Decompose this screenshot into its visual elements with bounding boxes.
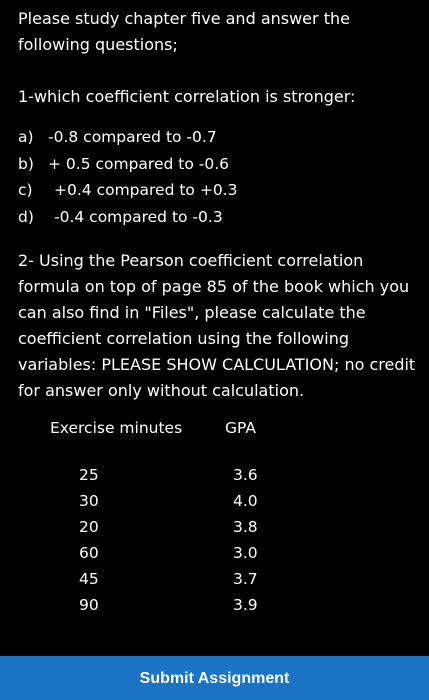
table-cell-exercise: 60 [79, 544, 99, 562]
intro-text: Please study chapter five and answer the following questions; [18, 9, 350, 54]
option-letter: d) [18, 207, 34, 226]
option-b [18, 151, 418, 178]
option-text: + 0.5 compared to -0.6 [48, 154, 229, 173]
assignment-content [18, 6, 418, 404]
option-text: -0.8 compared to -0.7 [48, 128, 217, 146]
option-text: +0.4 compared to +0.3 [54, 181, 238, 199]
table-cell-exercise: 20 [79, 518, 99, 536]
option-d [18, 204, 418, 231]
question-1-prompt: 1-which coefficient correlation is stronger: [18, 87, 356, 106]
table-row [50, 488, 350, 514]
table-cell-gpa: 4.0 [233, 492, 258, 510]
table-row [50, 514, 350, 540]
option-c [18, 177, 418, 204]
table-body [50, 462, 350, 618]
table-cell-exercise: 45 [79, 570, 99, 588]
table-row [50, 592, 350, 618]
table-cell-exercise: 30 [79, 492, 99, 510]
table-header [50, 416, 350, 440]
submit-assignment-label: Submit Assignment [139, 670, 290, 687]
option-letter: a) [18, 128, 34, 146]
option-letter: c) [18, 181, 33, 199]
table-cell-gpa: 3.6 [233, 466, 258, 484]
table-cell-gpa: 3.9 [233, 596, 258, 614]
column-header-exercise: Exercise minutes [50, 419, 183, 437]
table-cell-gpa: 3.8 [233, 518, 258, 536]
table-cell-exercise: 90 [79, 596, 99, 614]
data-table [50, 416, 350, 618]
option-letter: b) [18, 154, 34, 173]
table-row [50, 540, 350, 566]
table-row [50, 566, 350, 592]
option-text: -0.4 compared to -0.3 [54, 207, 223, 226]
table-cell-exercise: 25 [79, 466, 99, 484]
column-header-gpa: GPA [225, 419, 256, 437]
table-row [50, 462, 350, 488]
submit-assignment-button[interactable] [0, 656, 429, 700]
table-cell-gpa: 3.7 [233, 570, 258, 588]
option-a [18, 124, 418, 151]
question-2-prompt: 2- Using the Pearson coefficient correlation formula on top of page 85 of the book which you can also find in "Files", please calculate the coefficient correlation using the following variables: PLEASE SHOW CALCULATION; no credit for answer only without calculation. [18, 251, 416, 400]
question-1-options [18, 124, 418, 230]
table-cell-gpa: 3.0 [233, 544, 258, 562]
